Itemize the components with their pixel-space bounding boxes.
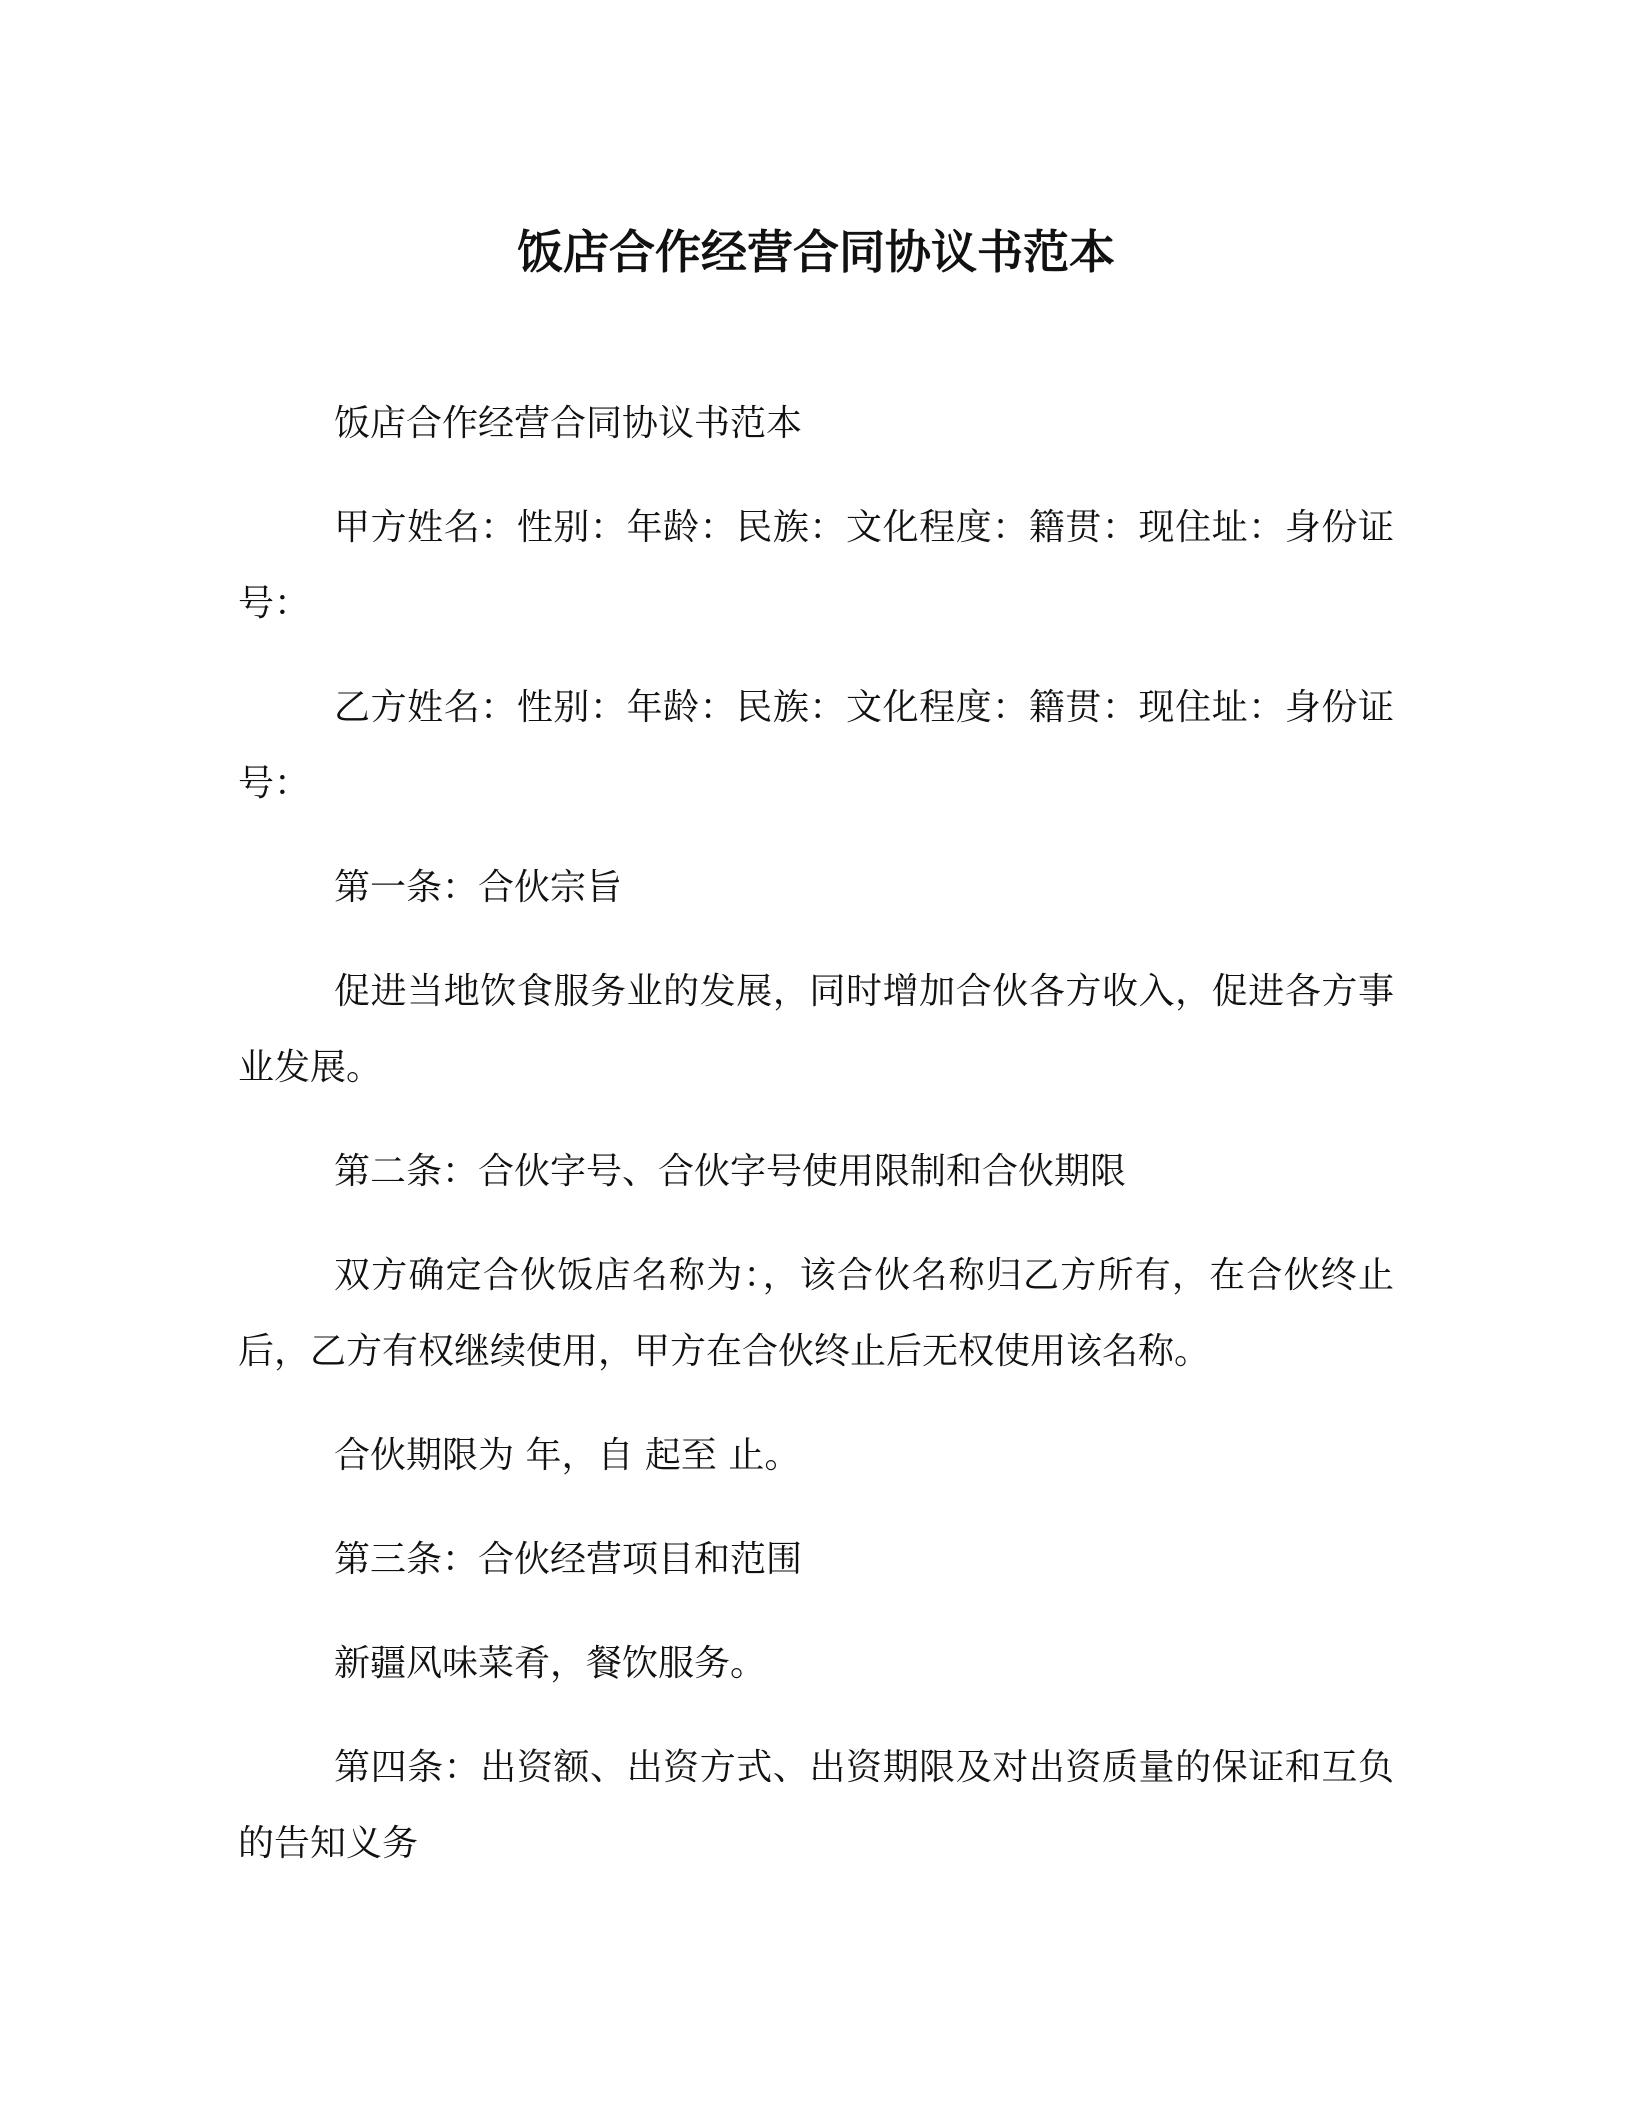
document-title: 饭店合作经营合同协议书范本: [517, 225, 1115, 279]
paragraph-party-b: 乙方姓名：性别：年龄：民族：文化程度：籍贯：现住址：身份证号：: [238, 687, 1394, 804]
article-1-heading: 第一条：合伙宗旨: [334, 867, 623, 908]
article-1-text: 促进当地饮食服务业的发展，同时增加合伙各方收入，促进各方事业发展。: [238, 971, 1394, 1088]
article-2-heading: 第二条：合伙字号、合伙字号使用限制和合伙期限: [334, 1151, 1127, 1192]
article-3-heading: 第三条：合伙经营项目和范围: [334, 1539, 803, 1580]
paragraph-party-a: 甲方姓名：性别：年龄：民族：文化程度：籍贯：现住址：身份证号：: [238, 507, 1394, 624]
paragraph-subtitle: 饭店合作经营合同协议书范本: [334, 403, 803, 444]
article-3-text: 新疆风味菜肴，餐饮服务。: [334, 1643, 767, 1684]
document-body: [238, 386, 1394, 1910]
article-4-heading: 第四条：出资额、出资方式、出资期限及对出资质量的保证和互负的告知义务: [238, 1747, 1394, 1864]
article-2-text: 双方确定合伙饭店名称为：，该合伙名称归乙方所有，在合伙终止后，乙方有权继续使用，甲方在合伙终止后无权使用该名称。: [238, 1255, 1394, 1372]
article-2-term: 合伙期限为 年，自 起至 止。: [334, 1435, 801, 1476]
